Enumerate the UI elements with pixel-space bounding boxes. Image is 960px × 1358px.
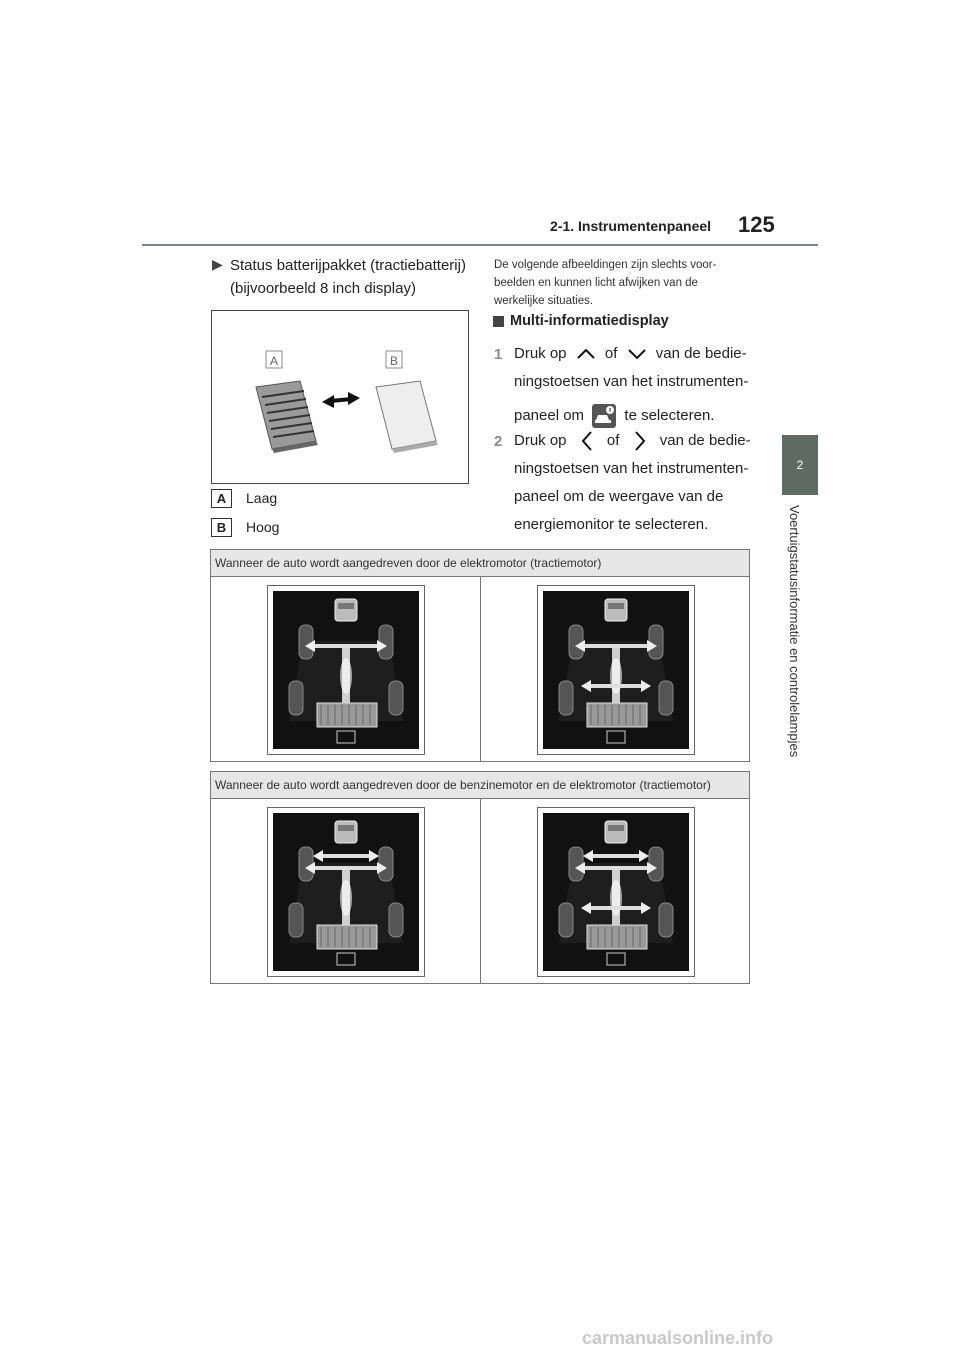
figure-label-b: B (390, 354, 399, 368)
step-2-line-1: Druk op of van de bedie- (514, 427, 764, 455)
bullet-triangle-icon: ▶ (212, 256, 223, 272)
step-2-line-3: paneel om de weergave van de (514, 488, 724, 505)
energy-monitor-image (267, 807, 425, 977)
section-title: 2-1. Instrumentenpaneel (550, 218, 712, 234)
step-2 (514, 427, 764, 539)
note-text (494, 256, 756, 310)
step-1-line-1: Druk op of van de bedie- (514, 345, 747, 362)
chapter-tab: 2 (782, 435, 818, 495)
lead-text (230, 254, 480, 300)
table-header: Wanneer de auto wordt aangedreven door de benzinemotor en de elektromotor (tractiemotor) (211, 772, 749, 799)
chevron-up-icon (575, 347, 597, 361)
note-line-2: beelden en kunnen licht afwijken van de (494, 277, 698, 289)
double-arrow-icon (322, 392, 360, 408)
energy-table-hybrid (210, 771, 750, 984)
energy-monitor-image (267, 585, 425, 755)
car-info-icon (592, 404, 616, 428)
lead-line-2: (bijvoorbeeld 8 inch display) (230, 280, 416, 297)
step-number-1: 1 (494, 346, 503, 363)
note-line-3: werkelijke situaties. (494, 295, 594, 307)
step-number-2: 2 (494, 433, 503, 450)
energy-table-electric (210, 549, 750, 762)
battery-high-icon (376, 381, 438, 453)
table-divider (480, 799, 481, 983)
table-divider (480, 577, 481, 761)
battery-low-icon (256, 381, 318, 453)
section-heading: Multi-informatiedisplay (510, 313, 669, 329)
battery-illustration (212, 311, 468, 483)
header-rule (142, 244, 818, 246)
chapter-title: Voertuigstatusinformatie en controlelampjes (787, 505, 802, 758)
step-2-line-4: energiemonitor te selecteren. (514, 516, 709, 533)
legend-text-a: Laag (246, 490, 278, 506)
heading-square-icon (493, 316, 504, 327)
legend-badge-b: B (211, 518, 232, 537)
watermark: carmanualsonline.info (582, 1328, 774, 1348)
lead-line-1: Status batterijpakket (tractiebatterij) (230, 257, 466, 274)
step-1 (514, 340, 764, 430)
note-line-1: De volgende afbeeldingen zijn slechts voor- (494, 259, 717, 271)
chapter-title-vertical (787, 505, 813, 780)
energy-monitor-image (537, 585, 695, 755)
chevron-left-icon (579, 430, 595, 452)
battery-figure (211, 310, 469, 484)
step-1-line-2: ningstoetsen van het instrumenten- (514, 373, 749, 390)
step-2-line-2: ningstoetsen van het instrumenten- (514, 460, 749, 477)
energy-monitor-image (537, 807, 695, 977)
legend-text-b: Hoog (246, 519, 280, 535)
figure-label-a: A (270, 354, 279, 368)
table-header: Wanneer de auto wordt aangedreven door de elektromotor (tractiemotor) (211, 550, 749, 577)
legend-badge-a: A (211, 489, 232, 508)
step-1-line-3: paneel om te selecteren. (514, 402, 764, 430)
page-number: 125 (738, 212, 775, 237)
chevron-right-icon (632, 430, 648, 452)
chevron-down-icon (626, 347, 648, 361)
